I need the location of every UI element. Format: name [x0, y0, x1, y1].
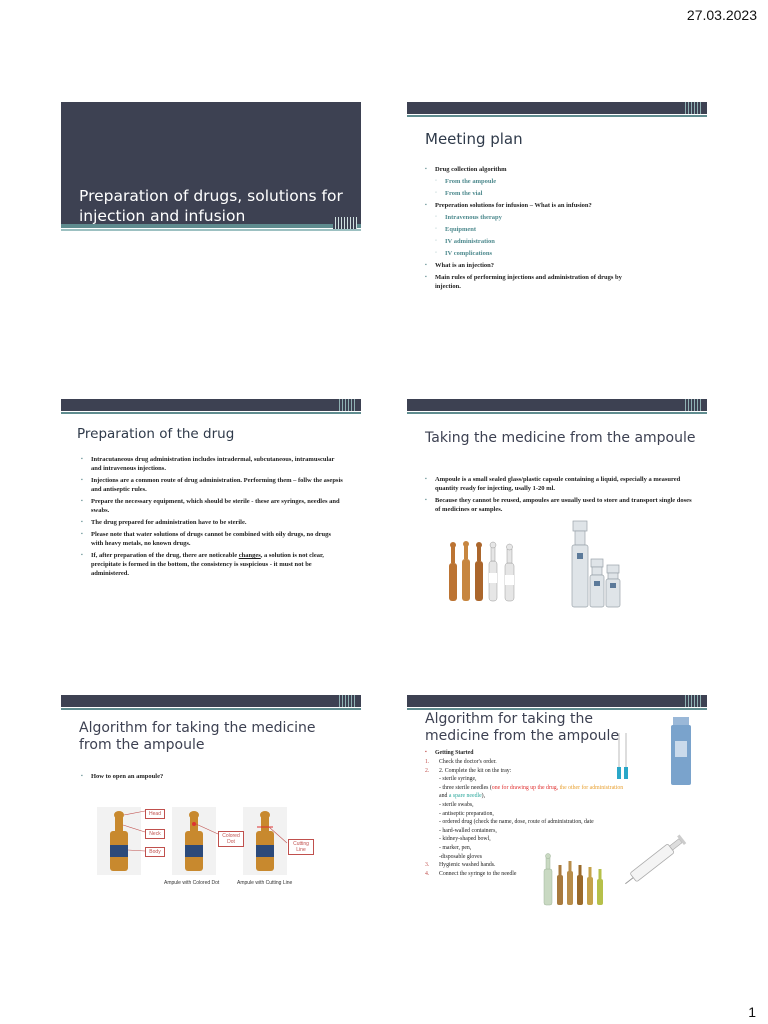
ampoules-photo — [445, 539, 525, 605]
list-item: ◦ Equipment — [425, 225, 695, 234]
list-item: 4. Connect the syringe to the needle — [425, 870, 517, 877]
callout-neck: Neck — [145, 829, 165, 839]
callout-body: Body — [145, 847, 165, 857]
vials-photo — [542, 851, 612, 907]
list-item: ▪ What is an injection? — [425, 261, 695, 270]
getting-started-list — [425, 749, 625, 757]
meeting-plan-list — [425, 165, 695, 294]
list-item: ▪ Prepare the necessary equipment, which should be sterile - these are syringes, needles and swabs. — [81, 497, 343, 515]
ampoule-definition-list — [425, 475, 695, 517]
slide-top-bar — [61, 399, 361, 411]
list-item: ▪ Injections are a common route of drug administration. Performing them – follw the asepsis and antiseptic rules. — [81, 476, 343, 494]
list-item: ◦ From the vial — [425, 189, 695, 198]
syringe-photo — [617, 825, 692, 895]
slide-heading: Algorithm for taking the medicine from the ampoule — [425, 711, 620, 744]
list-item: ▪ Intracutaneous drug administration includes intradermal, subcutaneous, intramuscular and intravenous injections. — [81, 455, 343, 473]
list-item: ▪ Please note that water solutions of drugs cannot be combined with oily drugs, no drugs with heavy metals, no known drugs. — [81, 530, 343, 548]
drug-box-photo — [671, 717, 693, 787]
list-item: ▪ Because they cannot be reused, ampoules are usually used to store and transport single doses of medicines or samples. — [425, 496, 695, 514]
slide-top-bar — [407, 399, 707, 411]
presentation-title: Preparation of drugs, solutions for injection and infusion — [79, 187, 343, 225]
list-item: ▪ How to open an ampoule? — [81, 772, 341, 781]
callout-cutting-line: Cutting Line — [288, 839, 314, 855]
slide-top-bar — [407, 102, 707, 114]
list-item: ◦ IV administration — [425, 237, 695, 246]
list-item: ▪ Getting Started — [425, 749, 625, 757]
slide-meeting-plan — [407, 102, 707, 327]
list-item: ▪ Ampoule is a small sealed glass/plastic capsule containing a liquid, especially a measured quantity ready for injecting, usally 1-20 ml. — [425, 475, 695, 493]
slide-preparation — [61, 399, 361, 624]
list-item: 3. Hygienic washed hands. — [425, 862, 496, 869]
list-item: ▪ Main rules of performing injections and administration of drugs by injection. — [425, 273, 645, 291]
slide-heading: Meeting plan — [425, 130, 523, 148]
slide-heading: Algorithm for taking the medicine from the ampoule — [79, 720, 316, 753]
slide-algorithm-steps — [407, 695, 707, 920]
page-number: 1 — [748, 1004, 756, 1020]
slide-heading: Taking the medicine from the ampoule — [425, 430, 696, 446]
slide-top-bar — [407, 695, 707, 707]
header-date: 27.03.2023 — [686, 7, 757, 23]
caption-colored-dot: Ampule with Colored Dot — [164, 880, 220, 886]
callout-head: Head — [145, 809, 165, 819]
list-item: ▪ Preperation solutions for infusion – What is an infusion? — [425, 201, 695, 210]
list-item: ◦ IV complications — [425, 249, 695, 258]
slide-open-ampoule — [61, 695, 361, 920]
list-item: 1. Check the doctor's order. — [425, 759, 497, 765]
title-accent-line-thin — [61, 229, 361, 231]
preparation-list — [81, 455, 343, 581]
slide-heading: Preparation of the drug — [77, 426, 235, 442]
callout-colored-dot: Colored Dot — [218, 831, 244, 847]
list-item: ◦ From the ampoule — [425, 177, 695, 186]
list-item: ◦ Intravenous therapy — [425, 213, 695, 222]
slide-title — [61, 102, 361, 327]
list-item: ▪ Drug collection algorithm — [425, 165, 695, 174]
list-item: 2. 2. Complete the kit on the tray: - sterile syringe, - three sterile needles (one for drawing up the drug, the other for administration and a spare needle), - sterile swabs, - antiseptic preparation, - ordered drug (check the name, dose, route of administration, date - hard-walled containers, - kidney-shaped bowl, - marker, pen, -disposable gloves — [425, 767, 624, 860]
open-ampoule-list — [81, 772, 341, 784]
slide-ampoule-definition — [407, 399, 707, 624]
slide-top-bar — [61, 695, 361, 707]
caption-cutting-line: Ampule with Cutting Line — [237, 880, 293, 886]
list-item: ▪ The drug prepared for administration have to be sterile. — [81, 518, 343, 527]
plastic-ampoules-photo — [569, 519, 644, 611]
list-item: ▪ If, after preparation of the drug, there are noticeable changes, a solution is not clear, precipitate is formed in the bottom, the consistency is suspicious - it must not be administered. — [81, 551, 343, 578]
needle-photo — [613, 731, 633, 783]
